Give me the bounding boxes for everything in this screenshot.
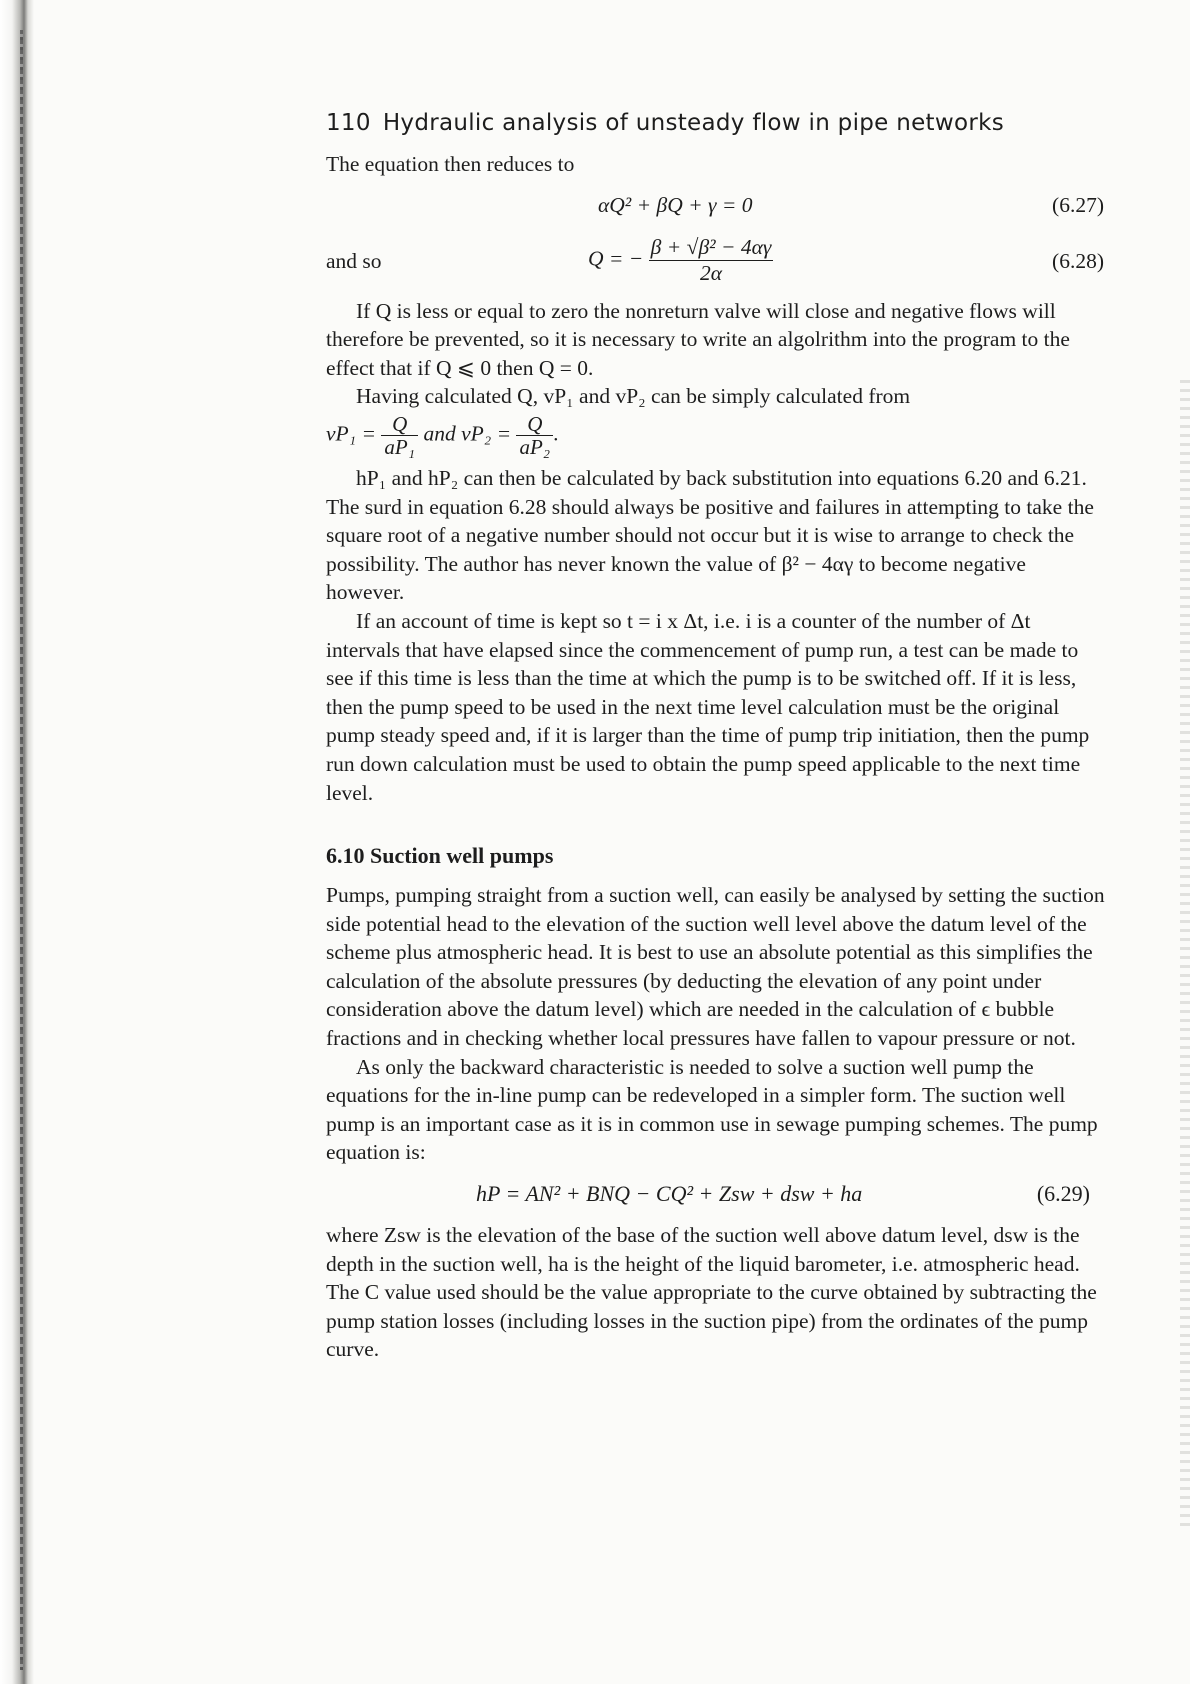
equation-6-28-numerator: β + √β² − 4αγ — [650, 234, 772, 259]
equation-6-28-lead: and so — [326, 248, 382, 273]
equation-6-27-number: (6.27) — [1052, 192, 1104, 217]
equation-6-29-number: (6.29) — [1036, 1181, 1090, 1207]
equation-6-28-fraction — [649, 235, 774, 286]
equation-6-29-expression: hP = AN² + BNQ − CQ² + Zsw + dsw + ha — [476, 1181, 863, 1207]
velocity-eq-den-1: aP₁ — [384, 434, 416, 459]
velocity-eq-lhs-1: vP₁ = — [326, 421, 377, 446]
velocity-eq-end: . — [553, 421, 559, 446]
page-number: 110 — [326, 110, 371, 136]
running-title: Hydraulic analysis of unsteady flow in pipe networks — [382, 110, 1005, 136]
scan-right-edge — [1180, 380, 1190, 1530]
velocity-eq-num-1: Q — [381, 413, 418, 436]
equation-6-29 — [326, 1175, 1106, 1215]
paragraph-backward-characteristic: As only the backward characteristic is needed to solve a suction well pump the equations for the in-line pump can be redeveloped in a simpler form. The suction well pump is an important case as it is in common use in sewage pumping schemes. The pump equation is: — [326, 1054, 1098, 1165]
velocity-eq-fraction-2 — [516, 413, 553, 458]
paragraph-account-of-time: If an account of time is kept so t = i x Δt, i.e. i is a counter of the number of Δt intervals that have elapsed since the commencement of pump run, a test can be made to see if this time is less than the time at which the pump is to be switched off. If it is less, then the pump speed to be used in the next time level calculation must be the original pump steady speed and, if it is larger than the time of pump trip initiation, then the pump run down calculation must be used to obtain the pump speed applicable to the next time level. — [326, 608, 1090, 805]
velocity-eq-den-2: aP₂ — [519, 434, 551, 459]
equation-6-27 — [326, 185, 1106, 229]
equation-6-28-expression — [588, 235, 773, 286]
equation-6-28-denominator: 2α — [699, 260, 723, 285]
velocity-eq-num-2: Q — [516, 413, 553, 436]
equation-6-28 — [326, 235, 1106, 293]
equation-6-28-number: (6.28) — [1052, 248, 1104, 273]
equation-6-28-lhs: Q = − — [588, 246, 644, 271]
section-heading: 6.10 Suction well pumps — [326, 843, 554, 869]
velocity-eq-fraction-1 — [381, 413, 418, 458]
paragraph-where-zsw: where Zsw is the elevation of the base of the suction well above datum level, dsw is the depth in the suction well, ha is the height of the liquid barometer, i.e. atmospheric head. The C value used should be the value appropriate to the curve obtained by subtracting the pump station losses (including losses in the suction pipe) from the ordinates of the pump curve. — [326, 1223, 1097, 1362]
paragraph-suction-well-intro: Pumps, pumping straight from a suction well, can easily be analysed by setting the suction side potential head to the elevation of the suction well level above the datum level of the scheme plus atmospheric head. It is best to use an absolute potential as this simplifies the calculation of the absolute pressures (by deducting the elevation of any point under consideration above the datum level) which are needed in the calculation of ϵ bubble fractions and in checking whether local pressures have fallen to vapour pressure or not. — [326, 883, 1105, 1051]
equation-6-27-expression: αQ² + βQ + γ = 0 — [598, 192, 753, 217]
intro-line: The equation then reduces to — [326, 152, 575, 176]
paragraph-having-calculated: Having calculated Q, vP₁ and vP₂ can be simply calculated from — [356, 384, 911, 409]
paragraph-back-substitution: hP₁ and hP₂ can then be calculated by back substitution into equations 6.20 and 6.21. The surd in equation 6.28 should always be positive and failures in attempting to take the square root of a negative number should not occur but it is wise to arrange to check the possibility. The author has never known the value of β² − 4αγ to become negative however. — [326, 465, 1094, 605]
scan-binding-edge — [0, 0, 34, 1684]
running-head — [326, 110, 1106, 136]
velocity-eq-mid: and vP₂ = — [423, 421, 512, 446]
paragraph-nonreturn-valve: If Q is less or equal to zero the nonreturn valve will close and negative flows will therefore be prevented, so it is necessary to write an algolrithm into the program to the effect that if Q ⩽ 0 then Q = 0. — [326, 298, 1070, 380]
book-page — [326, 110, 1106, 1364]
velocity-equations — [326, 413, 1106, 458]
